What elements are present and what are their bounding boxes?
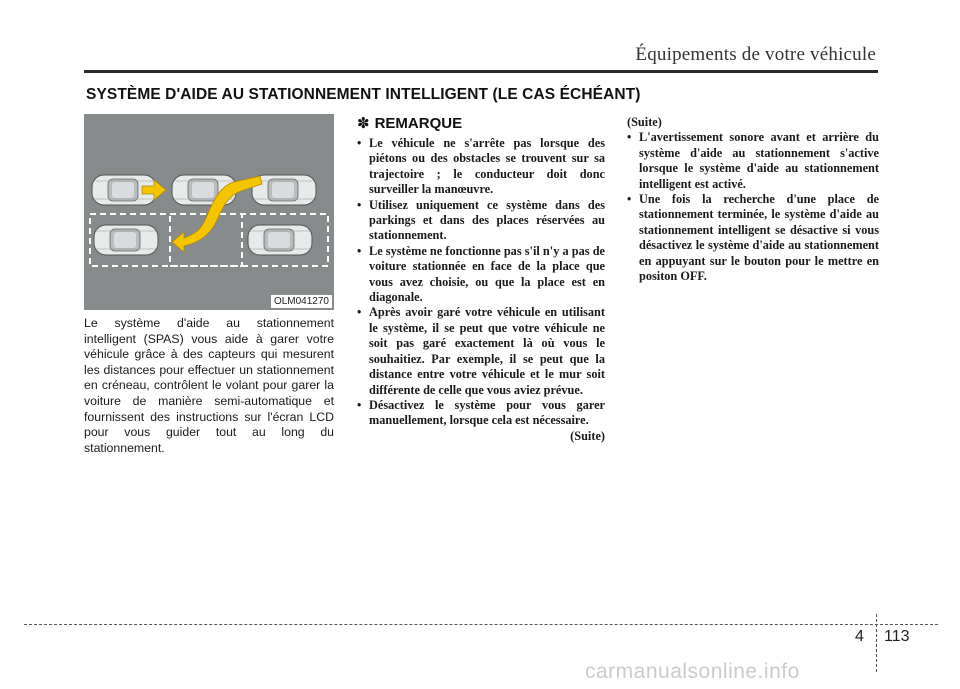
- bullet: •: [627, 130, 632, 145]
- intro-paragraph: Le système d'aide au stationnement intelligent (SPAS) vous aide à garer votre véhicule grâce à des capteurs qui mesurent les distances pour effectuer un stationnement en créneau, contrôlent le volant pour garer la voiture de manière semi-automatique et fournissent des instructions sur l'écran LCD pour vous guider tout au long du stationnement.: [84, 316, 334, 455]
- section-number: 4: [855, 628, 864, 645]
- bullet: •: [357, 243, 362, 258]
- footer-divider: [876, 614, 877, 672]
- note-heading-label: REMARQUE: [374, 115, 463, 132]
- note-heading: [357, 115, 605, 133]
- bullet: •: [357, 305, 362, 320]
- bullet: •: [357, 136, 362, 150]
- note-item: [357, 244, 605, 306]
- bullet: •: [357, 197, 362, 212]
- note-item: [357, 136, 605, 198]
- continuation-list: [627, 130, 879, 284]
- note-item-text: Après avoir garé votre véhicule en utilisant le système, il se peut que votre véhicule ne soit pas garé exactement là où vous le souhaitiez. Par exemple, il se peut que la distance entre votre véhicule et le mur soit différente de celle que vous aviez prévue.: [369, 305, 605, 397]
- continuation-label: (Suite): [627, 115, 662, 129]
- chapter-title: Équipements de votre véhicule: [635, 44, 876, 65]
- parked-car-right: [248, 225, 312, 255]
- note-item-text: Utilisez uniquement ce système dans des parkings et dans des places réservées au stationnement.: [369, 197, 605, 243]
- note-item-text: Le système ne fonctionne pas s'il n'y a pas de voiture stationnée en face de la place que vous avez choisie, ou que la place est en diagonale.: [369, 243, 605, 305]
- continuation-item-text: Une fois la recherche d'une place de stationnement terminée, le système d'aide au stationnement intelligent se désactive si vous désactivez le système d'aide au stationnement en appuyant sur le bouton pour le mettre en positon OFF.: [639, 192, 879, 284]
- continued-label: (Suite): [570, 428, 605, 443]
- note-item: [357, 198, 605, 244]
- note-list: [357, 136, 605, 429]
- car-right-top: [252, 175, 316, 205]
- note-item-text: Désactivez le système pour vous garer manuellement, lorsque cela est nécessaire.: [369, 397, 605, 428]
- page-number: 113: [884, 628, 910, 645]
- note-column: [357, 115, 605, 444]
- parking-diagram: [84, 114, 334, 310]
- header-rule: [84, 70, 878, 73]
- continuation-item: [627, 130, 879, 192]
- continuation-column: [627, 115, 879, 284]
- note-item-text: Le véhicule ne s'arrête pas lorsque des piétons ou des obstacles se trouvent sur sa trajectoire ; le conducteur doit donc surveiller la manœuvre.: [369, 136, 605, 197]
- figure-code-label: OLM041270: [271, 295, 332, 308]
- watermark: carmanualsonline.info: [585, 660, 800, 683]
- parked-car-left: [94, 225, 158, 255]
- parking-illustration: [84, 114, 334, 310]
- continuation-item: [627, 192, 879, 284]
- note-item: [357, 305, 605, 397]
- section-heading: SYSTÈME D'AIDE AU STATIONNEMENT INTELLIGENT (LE CAS ÉCHÉANT): [86, 86, 641, 103]
- asterisk-icon: ✽: [357, 115, 370, 132]
- note-item: [357, 398, 605, 429]
- bullet: •: [357, 397, 362, 412]
- continuation-item-text: L'avertissement sonore avant et arrière du système d'aide au stationnement s'active lorsque le système d'aide au stationnement intelligent est activé.: [639, 130, 879, 191]
- bullet: •: [627, 192, 632, 207]
- footer-rule: [24, 624, 938, 625]
